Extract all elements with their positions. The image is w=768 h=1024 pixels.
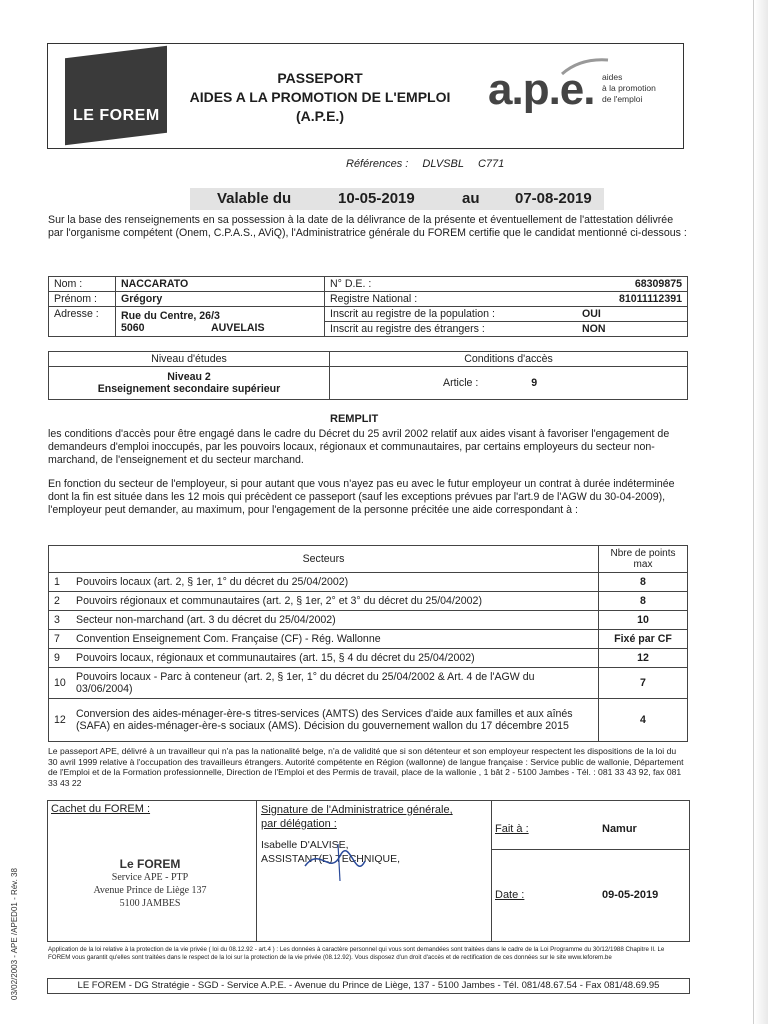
document-title: PASSEPORT AIDES A LA PROMOTION DE L'EMPLOI (A.P.E.) <box>189 70 451 124</box>
table-row: 9 Pouvoirs locaux, régionaux et communautaires (art. 15, § 4 du décret du 25/04/2002) 12 <box>49 649 688 668</box>
points-head: Nbre de points max <box>599 546 688 573</box>
validity-to-date: 07-08-2019 <box>515 190 592 207</box>
ape-logo: a.p.e. <box>488 65 595 114</box>
prenom-value: Grégory <box>116 292 325 307</box>
table-row: 2 Pouvoirs régionaux et communautaires (art. 2, § 1er, 2° et 3° du décret du 25/04/2002) 8 <box>49 592 688 611</box>
studies-head-left: Niveau d'études <box>49 352 330 367</box>
intro-paragraph: Sur la base des renseignements en sa possession à la date de la délivrance de la présente et éventuellement de l'attestation délivrée par l'organisme compétent (Onem, C.P.A.S., AViQ), l'Administratrice générale du FOREM certifie que le candidat mentionné ci-dessous : <box>48 214 687 239</box>
privacy-note: Application de la loi relative à la protection de la vie privée ( loi du 08.12.92 - art.4 ) : Les données à caractère personnel qui vous sont demandées sont traitées dans le cadre de la Loi Programme du 30/12/1988 Chapitre II. Le FOREM vous garantit qu'elles sont traitées dans le respect de la loi sur la protection de la vie privée (08.12.92). Vous disposez d'un droit d'accès et de rectification de ces données sur le site www.leforem.be <box>48 946 665 961</box>
remplit-heading: REMPLIT <box>330 413 379 425</box>
nde-value: 68309875 <box>577 277 688 292</box>
pop-label: Inscrit au registre de la population : <box>325 307 578 322</box>
signature-title: Signature de l'Administratrice générale, par délégation : <box>261 804 453 830</box>
bottom-address-line: LE FOREM - DG Stratégie - SGD - Service A.P.E. - Avenue du Prince de Liège, 137 - 5100 Jambes - Tél. 081/48.67.54 - Fax 081/48.69.95 <box>47 978 690 994</box>
table-row: 12 Conversion des aides-ménager-ère-s titres-services (AMTS) des Services d'aide aux familles et aux aînés (SAFA) en aides-ménager-ère-s sociaux (AMS). Décision du gouvernement wallon du 17 décembre 2015 4 <box>49 699 688 742</box>
date-label: Date : <box>495 889 525 901</box>
nom-value: NACCARATO <box>116 277 325 292</box>
etr-value: NON <box>577 322 688 337</box>
sectors-head: Secteurs <box>49 546 599 573</box>
table-row: 1 Pouvoirs locaux (art. 2, § 1er, 1° du décret du 25/04/2002) 8 <box>49 573 688 592</box>
references: Références : DLVSBL C771 <box>346 158 505 170</box>
studies-table <box>48 351 688 400</box>
rn-label: Registre National : <box>325 292 578 307</box>
legal-note: Le passeport APE, délivré à un travailleur qui n'a pas la nationalité belge, n'a de validité que si son détenteur et son employeur respectent les dispositions de la loi du 30 avril 1999 relative à l'occupation des travailleurs étrangers. Autorité compétente en Région (wallonne) de langue française : Service public de wallonie, Département de l'Emploi et de la Formation professionnelle, Direction de l'Emploi et des Permis de travail, place de la wallonie , 1 bât 2 - 5100 Jambes - Tél. : 081 33 43 92, fax 081 33 43 22 <box>48 746 684 788</box>
prenom-label: Prénom : <box>49 292 116 307</box>
employer-paragraph: En fonction du secteur de l'employeur, si pour autant que vous n'ayez pas eu avec le futur employeur un contrat à durée indéterminée dont la fin est située dans les 12 mois qui précèdent ce passeport (sauf les exceptions prévues par l'art.9 de l'AGW du 30-04-2009), l'employeur peut demander, au maximum, pour l'engagement de la personne précitée une aide correspondant à : <box>48 478 675 516</box>
forem-logo: LE FOREM <box>65 46 167 146</box>
validity-from-label: Valable du <box>217 190 292 207</box>
table-row: 10 Pouvoirs locaux - Parc à conteneur (art. 2, § 1er, 1° du décret du 25/04/2002 & Art. 4 de l'AGW du 03/06/2004) 7 <box>49 668 688 699</box>
form-reference-vertical: 03/02/2003 - APE /APED01 - Rév. 38 <box>10 868 19 1000</box>
studies-head-right: Conditions d'accès <box>330 352 688 367</box>
ape-logo-caption: aides à la promotion de l'emploi <box>602 72 656 104</box>
conditions-paragraph: les conditions d'accès pour être engagé dans le cadre du Décret du 25 avril 2002 relatif aux aides visant à favoriser l'engagement de demandeurs d'emploi inoccupés, par les pouvoirs locaux, régionaux et communautaires, par certains employeurs du secteur non-marchand, de l'enseignement et du secteur marchand. <box>48 428 670 466</box>
adresse-value: Rue du Centre, 26/3 5060 AUVELAIS <box>116 307 325 337</box>
fait-value: Namur <box>602 823 637 835</box>
study-level: Niveau 2 Enseignement secondaire supérieur <box>49 367 330 400</box>
signature-scribble-icon <box>300 836 380 886</box>
table-row: 7 Convention Enseignement Com. Française (CF) - Rég. Wallonne Fixé par CF <box>49 630 688 649</box>
cachet-label: Cachet du FOREM : <box>51 803 151 815</box>
table-row: 3 Secteur non-marchand (art. 3 du décret du 25/04/2002) 10 <box>49 611 688 630</box>
validity-to-label: au <box>462 190 480 207</box>
adresse-label: Adresse : <box>49 307 116 337</box>
fait-label: Fait à : <box>495 823 529 835</box>
etr-label: Inscrit au registre des étrangers : <box>325 322 578 337</box>
sectors-table <box>48 545 688 742</box>
forem-stamp: Le FOREM Service APE - PTP Avenue Prince de Liège 137 5100 JAMBES <box>93 857 207 909</box>
access-article: Article : 9 <box>330 367 688 400</box>
validity-from-date: 10-05-2019 <box>338 190 415 207</box>
nde-label: N° D.E. : <box>325 277 578 292</box>
pop-value: OUI <box>577 307 688 322</box>
nom-label: Nom : <box>49 277 116 292</box>
page-edge-shadow <box>753 0 768 1024</box>
signatory: Isabelle D'ALVISE, ASSISTANT(E) TECHNIQUE, <box>261 839 401 865</box>
date-value: 09-05-2019 <box>602 889 659 901</box>
rn-value: 81011112391 <box>577 292 688 307</box>
person-table <box>48 276 688 337</box>
